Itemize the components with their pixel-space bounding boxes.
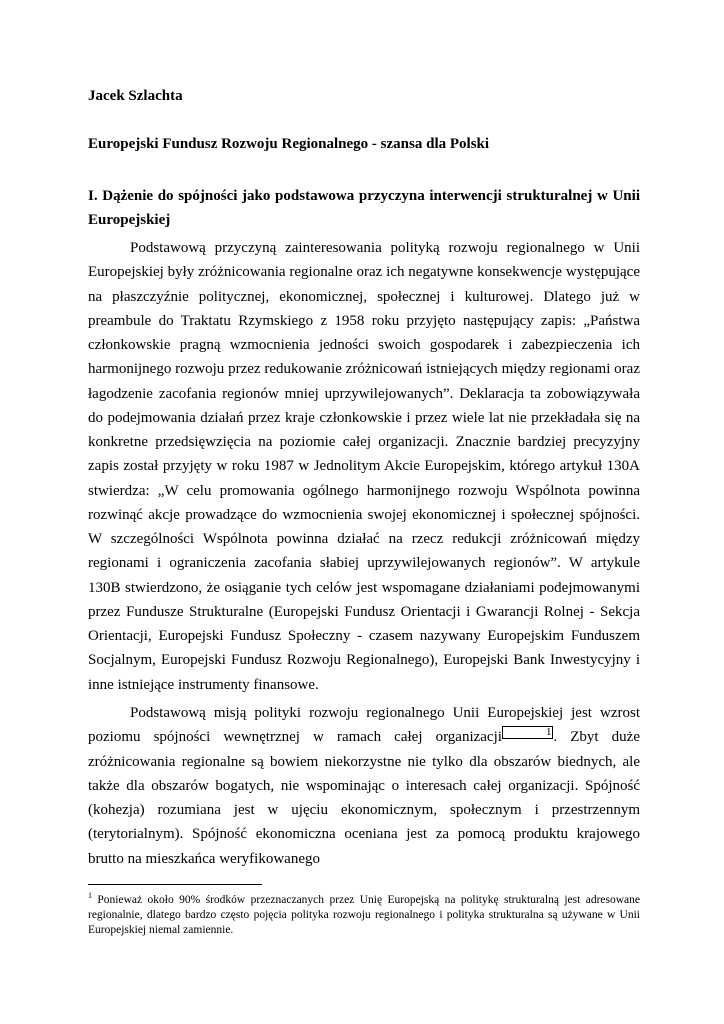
- document-title: Europejski Fundusz Rozwoju Regionalnego - szansa dla Polski: [88, 136, 490, 152]
- paragraph-2-text-end: . Zbyt duże zróżnicowania regionalne są bowiem niekorzystne nie tylko dla obszarów biednych, ale także dla obszarów bogatych, nie wspominając o interesach całej organizacji. Spójność (kohezja) rozumiana jest w ujęciu ekonomicznym, społecznym i przestrzennym (terytorialnym). Spójność ekonomiczna oceniana jest za pomocą produktu krajowego brutto na mieszkańca weryfikowanego: [88, 729, 641, 867]
- author-name: Jacek Szlachta: [88, 88, 183, 104]
- footnote-divider: [88, 884, 262, 885]
- footnote: [88, 893, 640, 938]
- section-heading: I. Dążenie do spójności jako podstawowa przyczyna interwencji strukturalnej w Unii Europejskiej: [88, 188, 640, 228]
- footnote-number: 1: [88, 891, 92, 901]
- footnote-reference-link[interactable]: 1: [502, 726, 554, 739]
- paragraph-2: [88, 701, 640, 871]
- paragraph-2-text-start: Podstawową misją polityki rozwoju regionalnego Unii Europejskiej jest wzrost poziomu spójności wewnętrznej w ramach całej organizacji: [88, 705, 640, 746]
- paragraph-1: Podstawową przyczyną zainteresowania polityką rozwoju regionalnego w Unii Europejskiej były zróżnicowania regionalne oraz ich negatywne konsekwencje występujące na płaszczyźnie politycznej, ekonomicznej, społecznej i kulturowej. Dlatego już w preambule do Traktatu Rzymskiego z 1958 roku przyjęto następujący zapis: „Państwa członkowskie pragną wzmocnienia jedności swoich gospodarek i zabezpieczenia ich harmonijnego rozwoju przez redukowanie zróżnicowań istniejących między regionami oraz łagodzenie zacofania regionów mniej uprzywilejowanych”. Deklaracja ta zobowiązywała do podejmowania działań przez kraje członkowskie i przez wiele lat nie przekładała się na konkretne przedsięwzięcia na poziomie całej organizacji. Znacznie bardziej precyzyjny zapis został przyjęty w roku 1987 w Jednolitym Akcie Europejskim, którego artykuł 130A stwierdza: „W celu promowania ogólnego harmonijnego rozwoju Wspólnota powinna rozwinąć akcje prowadzące do wzmocnienia swojej ekonomicznej i społecznej spójności. W szczególności Wspólnota powinna działać na rzecz redukcji zróżnicowań między regionami i ograniczenia zacofania słabiej uprzywilejowanych regionów”. W artykule 130B stwierdzono, że osiąganie tych celów jest wspomagane działaniami podejmowanymi przez Fundusze Strukturalne (Europejski Fundusz Orientacji i Gwarancji Rolnej - Sekcja Orientacji, Europejski Fundusz Społeczny - czasem nazywany Europejskim Funduszem Socjalnym, Europejski Fundusz Rozwoju Regionalnego), Europejski Bank Inwestycyjny i inne istniejące instrumenty finansowe.: [88, 240, 640, 693]
- footnote-text: Ponieważ około 90% środków przeznaczanych przez Unię Europejską na politykę strukturalną jest adresowane regionalnie, dlatego bardzo często pojęcia polityka rozwoju regionalnego i polityka strukturalna są używane w Unii Europejskiej niemal zamiennie.: [88, 894, 640, 936]
